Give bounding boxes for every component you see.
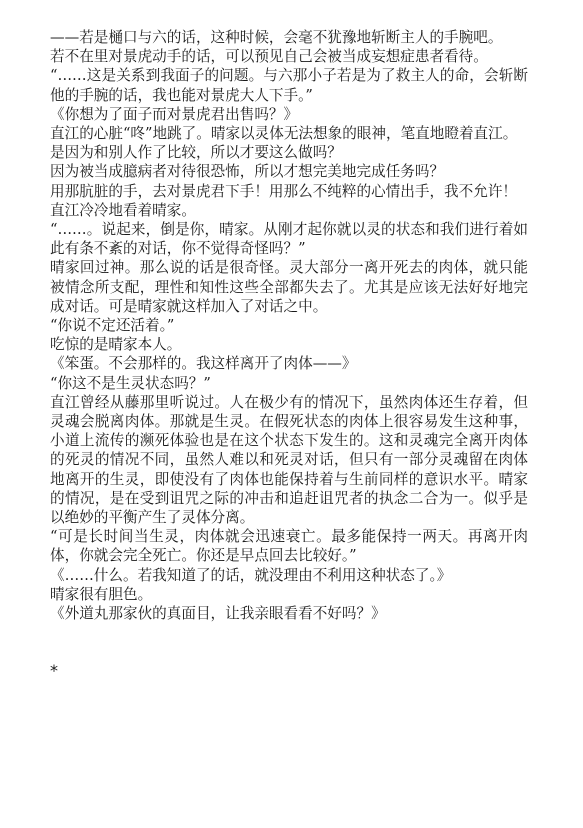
paragraph: “你说不定还活着。” [50, 317, 175, 335]
paragraph: 《笨蛋。不会那样的。我这样离开了肉体——》 [50, 355, 357, 373]
document-page [50, 28, 528, 681]
paragraph: 晴家很有胆色。 [50, 585, 153, 603]
paragraph: ——若是樋口与六的话，这种时候，会毫不犹豫地斩断主人的手腕吧。 [50, 29, 503, 46]
paragraph: 直江曾经从藤那里听说过。人在极少有的情况下，虽然肉体还生存着，但灵魂会脱离肉体。那就是生灵。在假死状态的肉体上很容易发生这种事，小道上流传的濒死体验也是在这个状态下发生的。这和灵魂完全离开肉体的死灵的情况不同，虽然人难以和死灵对话，但只有一部分灵魂留在肉体地离开的生灵，即使没有了肉体也能保持着与生前同样的意识水平。晴家的情况，是在受到诅咒之际的冲击和追赶诅咒者的执念二合为一。似乎是以绝妙的平衡产生了灵体分离。 [50, 393, 528, 527]
paragraph: “你这不是生灵状态吗？” [50, 374, 211, 392]
paragraph: 用那肮脏的手，去对景虎君下手！用那么不纯粹的心情出手，我不允许！ [50, 182, 518, 200]
paragraph: 吃惊的是晴家本人。 [50, 336, 182, 354]
paragraph: 因为被当成臆病者对待很恐怖，所以才想完美地完成任务吗？ [50, 163, 445, 181]
section-break-mark: * [50, 661, 58, 681]
paragraph: “可是长时间当生灵，肉体就会迅速衰亡。最多能保持一两天。再离开肉体，你就会完全死亡。你还是早点回去比较好。” [50, 528, 528, 565]
paragraph: 《外道丸那家伙的真面目，让我亲眼看看不好吗？》 [50, 605, 386, 623]
paragraph: 晴家回过神。那么说的话是很奇怪。灵大部分一离开死去的肉体，就只能被情念所支配，理性和知性这些全部都失去了。尤其是应该无法好好地完成对话。可是晴家就这样加入了对话之中。 [50, 259, 528, 315]
paragraph: 是因为和别人作了比较，所以才要这么做吗？ [50, 144, 342, 162]
paragraph: 《你想为了面子而对景虎君出售吗？》 [50, 105, 299, 123]
paragraph: 直江冷冷地看着晴家。 [50, 201, 196, 219]
paragraph: “……这是关系到我面子的问题。与六那小子若是为了救主人的命，会斩断他的手腕的话，我也能对景虎大人下手。” [50, 67, 528, 104]
paragraph: 若不在里对景虎动手的话，可以预见自己会被当成妄想症患者看待。 [50, 48, 488, 66]
paragraph: 《……什么。若我知道了的话，就没理由不利用这种状态了。》 [50, 566, 452, 584]
paragraph: “……。说起来，倒是你，晴家。从刚才起你就以灵的状态和我们进行着如此有条不紊的对话，你不觉得奇怪吗？” [50, 221, 528, 258]
paragraph: 直江的心脏“咚”地跳了。晴家以灵体无法想象的眼神，笔直地瞪着直江。 [50, 125, 518, 143]
